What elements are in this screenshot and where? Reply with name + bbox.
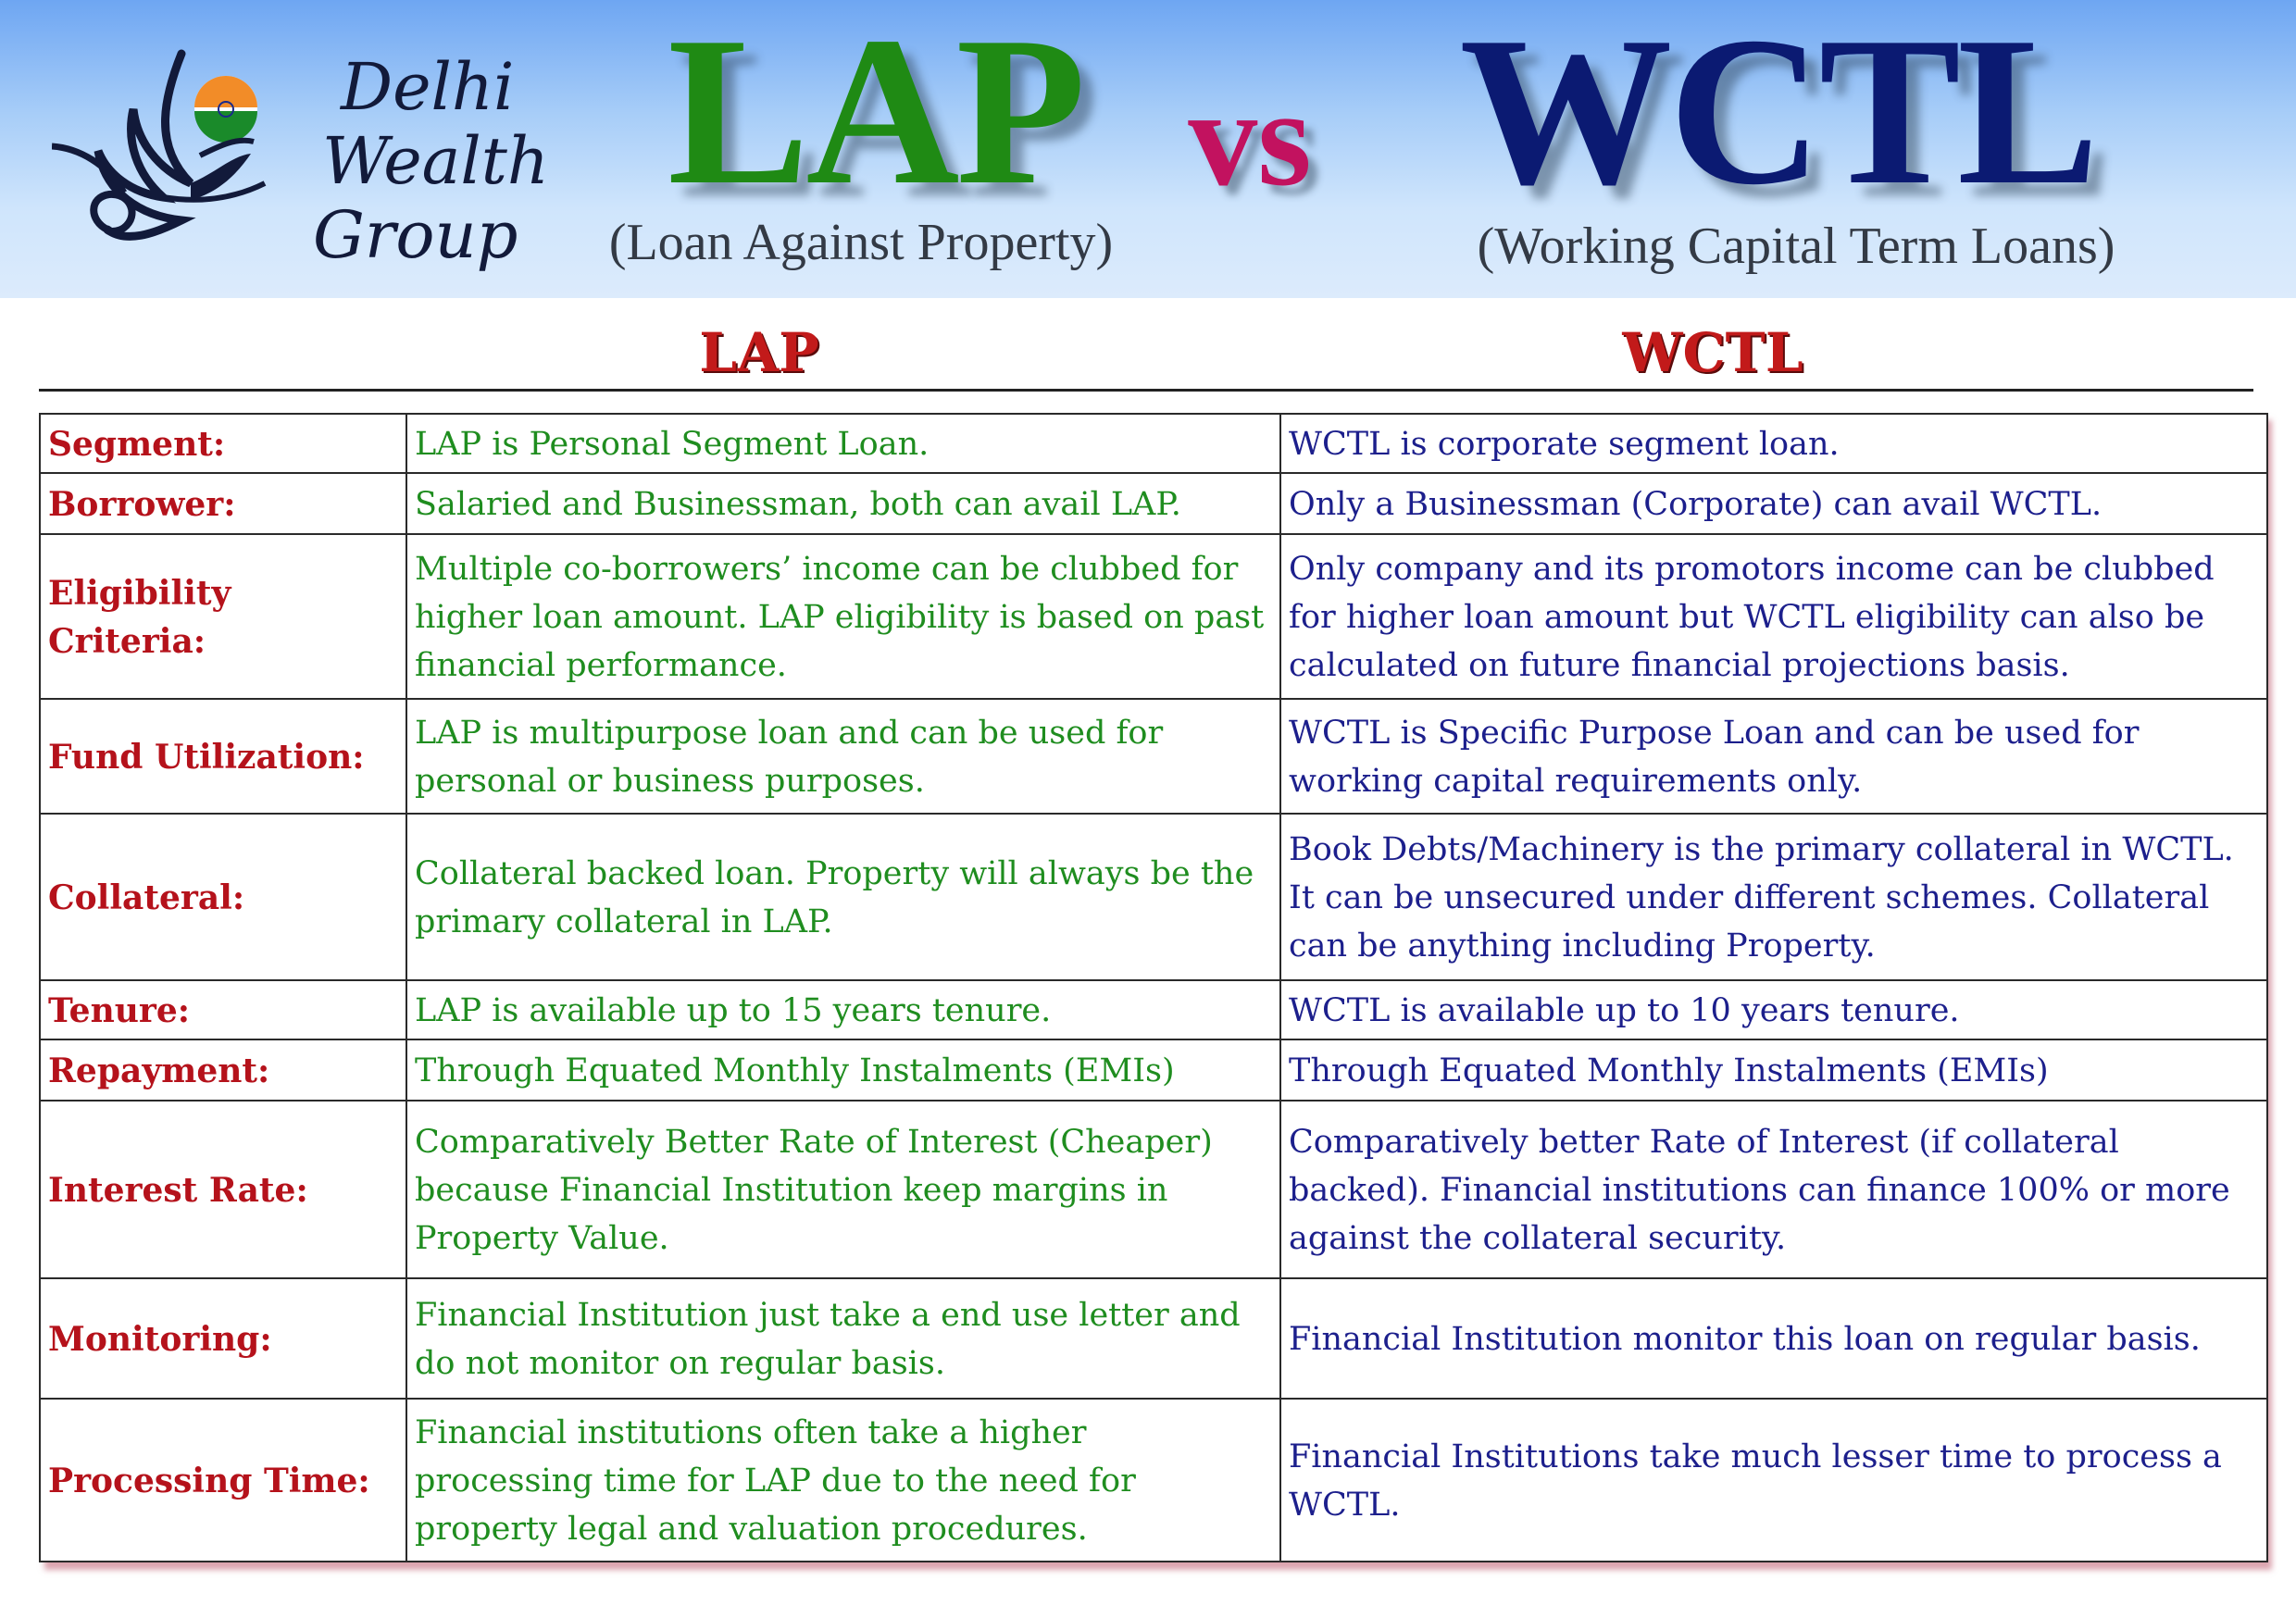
lap-cell: LAP is multipurpose loan and can be used for personal or business purposes. <box>406 699 1280 814</box>
wctl-cell: Through Equated Monthly Instalments (EMIs) <box>1280 1039 2267 1101</box>
brand-name <box>257 50 549 272</box>
header-banner <box>0 0 2296 298</box>
row-label: Eligibility Criteria: <box>40 534 406 699</box>
subtitle-wctl: (Working Capital Term Loans) <box>1477 218 2115 275</box>
row-label: Borrower: <box>40 473 406 534</box>
table-row <box>40 1399 2267 1562</box>
lap-cell: Collateral backed loan. Property will always be the primary collateral in LAP. <box>406 814 1280 980</box>
wctl-cell: Only company and its promotors income can be clubbed for higher loan amount but WCTL eligibility can also be calculated on future financial projections basis. <box>1280 534 2267 699</box>
row-label: Interest Rate: <box>40 1101 406 1278</box>
title-lap: LAP <box>668 0 1082 229</box>
row-label: Fund Utilization: <box>40 699 406 814</box>
brand-name-line2: Wealth <box>322 123 549 199</box>
lap-cell: Multiple co-borrowers’ income can be clubbed for higher loan amount. LAP eligibility is based on past financial performance. <box>406 534 1280 699</box>
heading-divider <box>39 389 2253 392</box>
lap-cell: LAP is Personal Segment Loan. <box>406 414 1280 473</box>
table-row <box>40 699 2267 814</box>
column-heading-wctl: WCTL <box>1622 321 1803 384</box>
table-row <box>40 1101 2267 1278</box>
table-row <box>40 534 2267 699</box>
lap-cell: Salaried and Businessman, both can avail LAP. <box>406 473 1280 534</box>
column-heading-lap: LAP <box>699 321 819 384</box>
row-label: Segment: <box>40 414 406 473</box>
lotus-logo-icon <box>52 44 283 276</box>
table-row <box>40 1278 2267 1399</box>
lap-cell: Through Equated Monthly Instalments (EMIs) <box>406 1039 1280 1101</box>
title-vs: vs <box>1188 61 1312 215</box>
brand-name-line3: Group <box>313 197 518 273</box>
wctl-cell: Only a Businessman (Corporate) can avail WCTL. <box>1280 473 2267 534</box>
wctl-cell: WCTL is available up to 10 years tenure. <box>1280 980 2267 1039</box>
row-label: Collateral: <box>40 814 406 980</box>
lap-cell: Financial institutions often take a higher processing time for LAP due to the need for property legal and valuation procedures. <box>406 1399 1280 1562</box>
wctl-cell: WCTL is Specific Purpose Loan and can be used for working capital requirements only. <box>1280 699 2267 814</box>
wctl-cell: Financial Institution monitor this loan on regular basis. <box>1280 1278 2267 1399</box>
brand-logo <box>52 44 549 285</box>
subtitle-lap: (Loan Against Property) <box>608 214 1114 271</box>
lap-cell: Comparatively Better Rate of Interest (Cheaper) because Financial Institution keep margins in Property Value. <box>406 1101 1280 1278</box>
table-row <box>40 473 2267 534</box>
wctl-cell: Financial Institutions take much lesser time to process a WCTL. <box>1280 1399 2267 1562</box>
title-wctl: WCTL <box>1459 0 2096 229</box>
row-label: Tenure: <box>40 980 406 1039</box>
wctl-cell: Comparatively better Rate of Interest (if collateral backed). Financial institutions can finance 100% or more against the collateral security. <box>1280 1101 2267 1278</box>
table-row <box>40 980 2267 1039</box>
comparison-table <box>39 413 2266 1562</box>
lap-cell: Financial Institution just take a end use letter and do not monitor on regular basis. <box>406 1278 1280 1399</box>
row-label: Processing Time: <box>40 1399 406 1562</box>
table-row <box>40 814 2267 980</box>
table-row <box>40 414 2267 473</box>
wctl-cell: Book Debts/Machinery is the primary collateral in WCTL. It can be unsecured under different schemes. Collateral can be anything including Property. <box>1280 814 2267 980</box>
table-row <box>40 1039 2267 1101</box>
row-label: Monitoring: <box>40 1278 406 1399</box>
row-label: Repayment: <box>40 1039 406 1101</box>
lap-cell: LAP is available up to 15 years tenure. <box>406 980 1280 1039</box>
wctl-cell: WCTL is corporate segment loan. <box>1280 414 2267 473</box>
brand-name-line1: Delhi <box>341 49 515 125</box>
